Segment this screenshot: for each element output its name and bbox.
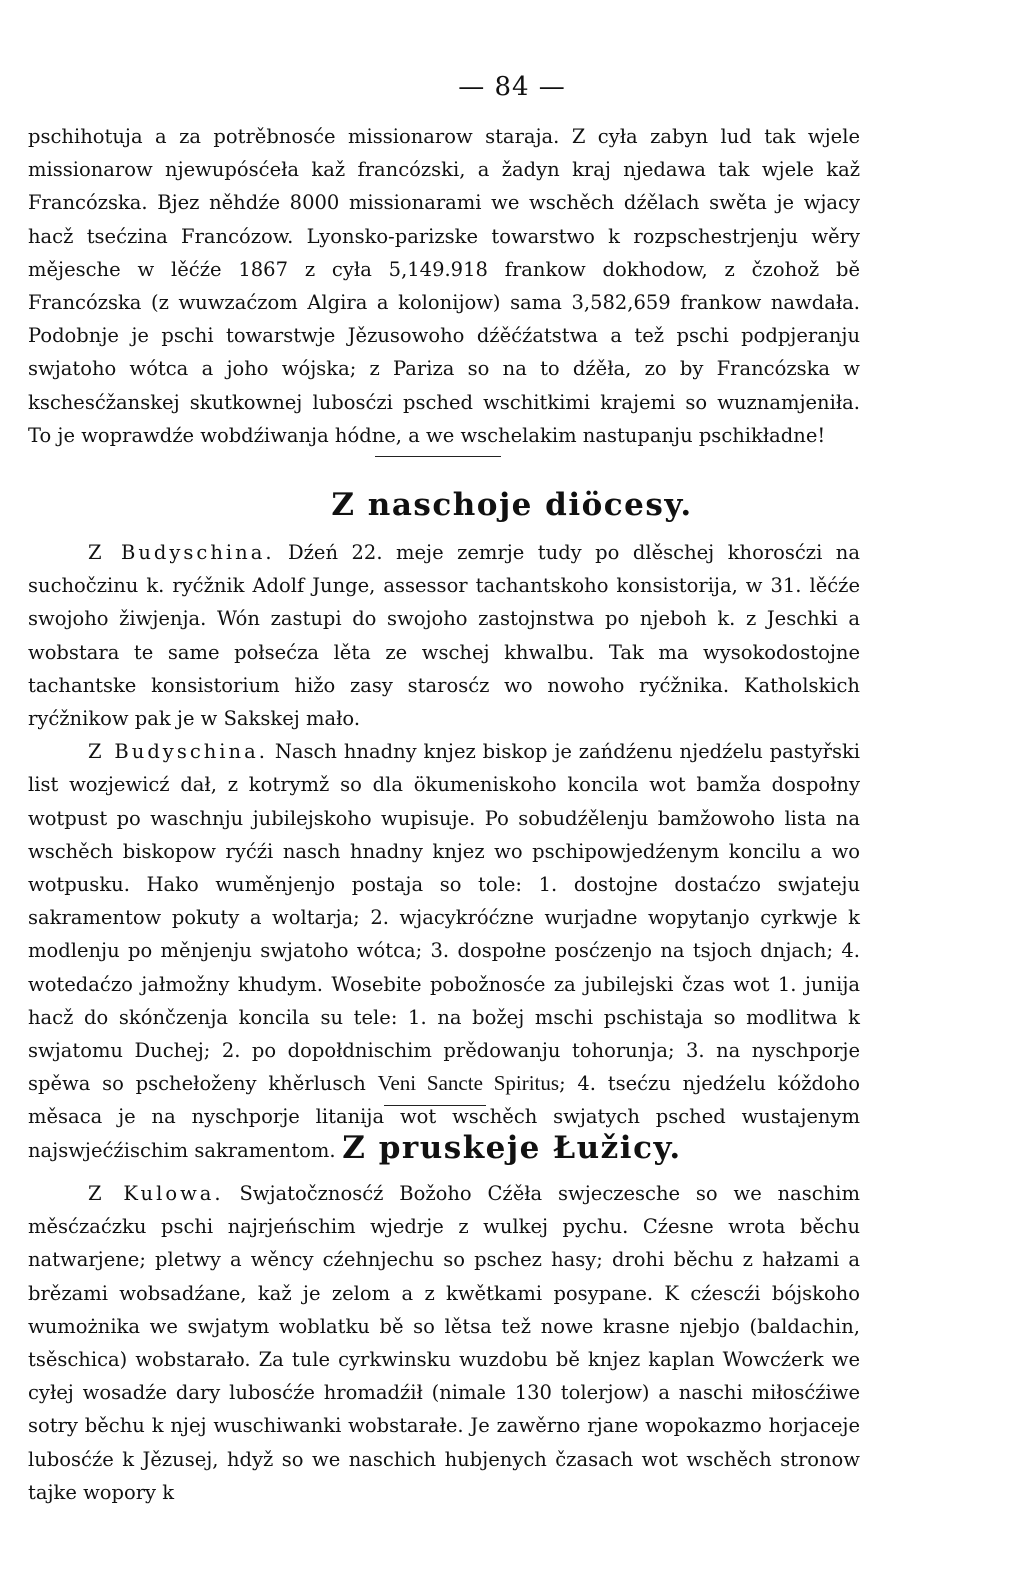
paragraph-text: Swjatočznosćź Božoho Cźěła swjeczesche so we naschim měsćzaćzku pschi najrjeńschim wjedrje z wulkej pychu. Cźesne wrota běchu natwarjene; pletwy a wěncy cźehnjechu so pschez hasy; drohi běchu z hałzami a brězami wobsadźane, kaž je zelom a z kwětkami posypane. K cźescźi bójskoho wumożnika we swjatym woblatku bě so lětsa tež nowe krasne njebjo (baldachin, tsěschica) wobstarało. Za tule cyrkwinsku wuzdobu bě knjez kaplan Wowcźerk we cyłej wosadźe dary lubosćźe hromadźił (nimale 130 tolerjow) a naschi miłosćźiwe sotry běchu k njej wuschiwanki wobstarałe. Je zawěrno rjane wopokazmo horjaceje lubosćźe k Jězusej, hdyž so we naschich hubjenych čzasach wot wschěch stronow tajke wopory k [28,1182,860,1504]
news-paragraph [28,536,860,735]
place-name: Z Budyschina. [88,740,268,764]
intro-paragraph: pschihotuja a za potrěbnosće missionarow staraja. Z cyła zabyn lud tak wjele missionarow njewupósćeła kaž francózski, a žadyn kraj njedawa tak wjele kaž Francózska. Bjez něhdźe 8000 missionarami we wschěch dźělach swěta je wjacy hacž tsećzina Francózow. Lyonsko-parizske towarstwo k rozpschestrjenju wěry mějesche w lěćźe 1867 z cyła 5,149.918 frankow dokhodow, z čzohož bě Francózska (z wuwzaćzom Algira a kolonijow) sama 3,582,659 frankow nawdała. Podobnje je pschi towarstwje Jězusowoho dźěćźatstwa a tež pschi podpjeranju swjatoho wótca a joho wójska; z Pariza so na to dźěła, zo by Francózska w kschesćžanskej skutkownej lubosćzi psched wschitkimi krajemi so wuznamjeniła. To je woprawdźe wobdźiwanja hódne, a we wschelakim nastupanju pschikładne! [28,125,860,447]
section-divider [375,456,501,457]
section-divider [384,1105,486,1106]
paragraph-text: Nasch hnadny knjez biskop je zańdźenu njedźelu pastyřski list wozjewicź dał, z kotrymž so dla ökumeniskoho koncila wot bamža dospołny wotpust po waschnju jubilejskoho wupisuje. Po sobudźělenju bamžowoho lista na wschěch biskopow ryćźi nasch hnadny knjez wo pschipowjedźenym koncilu a wo wotpusku. Hako wuměnjenjo postaja so tole: 1. dostojne dostaćzo swjateju sakramentow pokuty a woltarja; 2. wjacykróćzne wurjadne wopytanjo cyrkwje k modlenju po měnjenju swjatoho wótca; 3. dospołne posćzenjo na tsjoch dnjach; 4. wotedaćzo jałmožny khudym. Wosebite pobožnosće za jubilejski čzas wot 1. junija hacž do skónčzenja koncila su tele: 1. na božej mschi pschistaja so modlitwa k swjatomu Duchej; 2. po dopołdnischim prědowanju tohorunja; 3. na nyschporje spěwa so pschełoženy khěrlusch [28,740,861,1096]
latin-hymn-title: Veni Sancte Spiritus [377,1071,560,1096]
place-name: Z Kulowa. [88,1182,224,1205]
page-number: — 84 — [458,72,566,102]
section-heading-diocese: Z naschoje diöcesy. [331,487,693,523]
intro-section [28,120,860,447]
section-heading-lusatia: Z pruskeje Łužicy. [342,1130,682,1166]
paragraph-text-end: ; 4. tsećzu njedźelu kóždoho měsaca je na nyschporje litanija wot wschěch swjatych psched wustajenym najswjećźischim sakramentom. [28,1072,860,1162]
news-paragraph [28,735,860,1167]
lusatia-section [28,1177,860,1577]
place-name: Z Budyschina. [88,541,275,564]
paragraph-text: Dźeń 22. meje zemrje tudy po dlěschej khorosćzi na suchočzinu k. ryćžnik Adolf Junge, assessor tachantskoho konsistorija, w 31. lěćźe swojoho žiwjenja. Wón zastupi do swojoho zastojnstwa po njeboh k. z Jeschki a wobstara te same połsećza lěta ze wschej khwalbu. Tak ma wysokodostojne tachantske konsistorium hižo zasy starosćz wo nowoho ryćžnika. Katholskich ryćžnikow pak je w Sakskej mało. [28,541,860,731]
news-paragraph [28,1177,860,1509]
